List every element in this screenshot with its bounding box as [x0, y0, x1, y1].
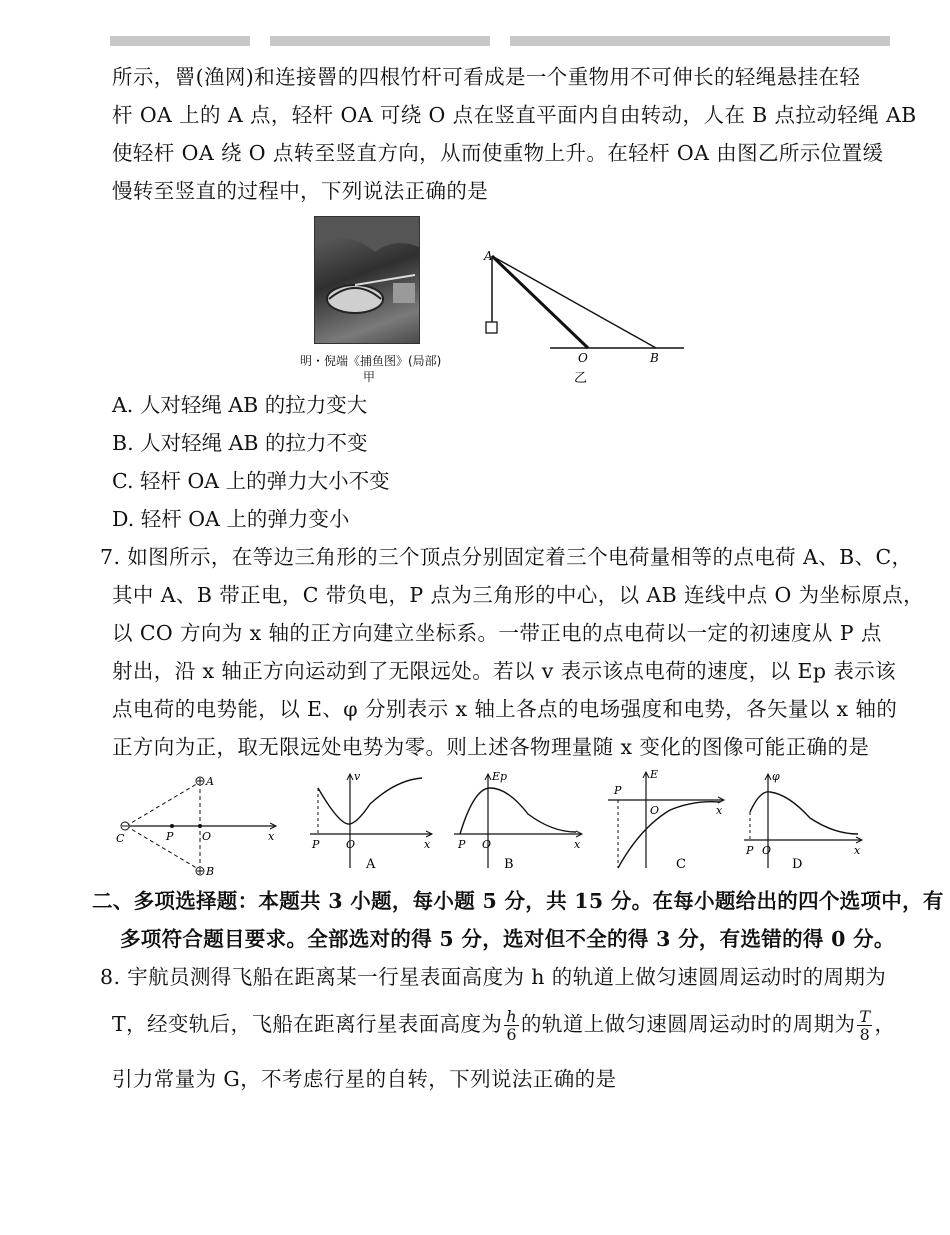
fraction-h-over-6 [504, 1008, 519, 1043]
fraction-numerator: h [506, 1007, 517, 1026]
graph-d-letter: D [792, 857, 803, 872]
q6-line-4: 慢转至竖直的过程中，下列说法正确的是 [112, 179, 489, 203]
graph-d-ylabel: φ [772, 770, 780, 783]
graph-c-ylabel: E [650, 768, 659, 781]
fraction-denominator: 8 [859, 1025, 871, 1044]
q6-line-1: 所示，罾(渔网)和连接罾的四根竹杆可看成是一个重物用不可伸长的轻绳悬挂在轻 [112, 65, 861, 89]
cropped-top-line [110, 30, 900, 48]
q6-line-3: 使轻杆 OA 绕 O 点转至竖直方向，从而使重物上升。在轻杆 OA 由图乙所示位置缓 [112, 141, 884, 165]
graph-d-p: P [746, 844, 754, 857]
weight-box [486, 322, 497, 333]
q6-line-2: 杆 OA 上的 A 点，轻杆 OA 可绕 O 点在竖直平面内自由转动，人在 B 点拉动轻绳 AB [112, 103, 917, 127]
point-O-label: O [578, 351, 588, 365]
q7-line-1: 7. 如图所示，在等边三角形的三个顶点分别固定着三个电荷量相等的点电荷 A、B、C， [100, 545, 913, 569]
q6-option-b: B. 人对轻绳 AB 的拉力不变 [112, 431, 368, 455]
figure-jia-label: 甲 [363, 370, 376, 384]
q7-line-6: 正方向为正，取无限远处电势为零。则上述各物理量随 x 变化的图像可能正确的是 [112, 735, 870, 759]
q8-line-2-part-c: ， [874, 1012, 896, 1036]
q7-line-4: 射出，沿 x 轴正方向运动到了无限远处。若以 v 表示该点电荷的速度，以 Ep 表示该 [112, 659, 897, 683]
q7-graph-c [600, 768, 732, 878]
graph-a-letter: A [366, 857, 376, 872]
point-O [198, 824, 202, 828]
graph-b-letter: B [504, 857, 514, 872]
graph-a-p: P [312, 838, 320, 851]
point-B-label: B [650, 351, 659, 365]
fishing-painting-image [314, 216, 420, 344]
q6-option-a: A. 人对轻绳 AB 的拉力变大 [112, 393, 368, 417]
curve-e [618, 802, 720, 868]
figure-yi-diagram [470, 246, 690, 386]
label-B: B [206, 865, 215, 878]
graph-b-ylabel: Ep [492, 770, 508, 783]
label-C: C [116, 832, 125, 845]
curve-phi [750, 792, 858, 834]
q8-line-2-part-b: 的轨道上做匀速圆周运动时的周期为 [521, 1012, 856, 1036]
figure-yi-label: 乙 [574, 371, 588, 386]
fraction-numerator: T [859, 1007, 871, 1026]
q7-line-3: 以 CO 方向为 x 轴的正方向建立坐标系。一带正电的点电荷以一定的初速度从 P 点 [112, 621, 882, 645]
figure-caption: 明・倪端《捕鱼图》(局部) [300, 354, 442, 368]
q7-line-2: 其中 A、B 带正电，C 带负电，P 点为三角形的中心，以 AB 连线中点 O 为坐标原点， [112, 583, 925, 607]
section-2-line-2: 多项符合题目要求。全部选对的得 5 分，选对但不全的得 3 分，有选错的得 0 分。 [120, 927, 895, 951]
q7-graph-d [738, 768, 868, 878]
label-O: O [202, 830, 212, 843]
graph-b-o: O [482, 838, 492, 851]
graph-a-ylabel: v [354, 770, 361, 783]
label-x: x [268, 830, 275, 843]
section-2-line-1: 二、多项选择题：本题共 3 小题，每小题 5 分，共 15 分。在每小题给出的四个选项中，有 [92, 889, 944, 913]
graph-a-o: O [346, 838, 356, 851]
q6-option-c: C. 轻杆 OA 上的弹力大小不变 [112, 469, 390, 493]
label-P: P [166, 830, 174, 843]
q7-charge-setup [108, 768, 288, 878]
q7-graph-a [300, 768, 440, 878]
q7-graph-b [448, 768, 588, 878]
fraction-denominator: 6 [506, 1025, 517, 1044]
graph-a-xlabel: x [424, 838, 431, 851]
fraction-t-over-8 [857, 1008, 872, 1043]
q8-line-2-part-a: T，经变轨后，飞船在距离行星表面高度为 [112, 1012, 503, 1036]
q8-line-2 [112, 1008, 895, 1043]
graph-c-o: O [650, 804, 660, 817]
point-A-label: A [484, 249, 493, 263]
curve-v [318, 778, 422, 824]
q8-line-1: 8. 宇航员测得飞船在距离某一行星表面高度为 h 的轨道上做匀速圆周运动时的周期为 [100, 965, 887, 989]
q7-line-5: 点电荷的电势能，以 E、φ 分别表示 x 轴上各点的电场强度和电势，各矢量以 x 轴的 [112, 697, 898, 721]
graph-d-o: O [762, 844, 772, 857]
label-A: A [206, 775, 214, 788]
graph-c-letter: C [676, 857, 686, 872]
graph-c-p: P [614, 784, 622, 797]
graph-c-xlabel: x [716, 804, 723, 817]
q8-line-3: 引力常量为 G，不考虑行星的自转，下列说法正确的是 [112, 1067, 617, 1091]
graph-b-p: P [458, 838, 466, 851]
graph-d-xlabel: x [854, 844, 861, 857]
point-P [170, 824, 174, 828]
graph-b-xlabel: x [574, 838, 581, 851]
curve-ep [460, 788, 576, 834]
q6-option-d: D. 轻杆 OA 上的弹力变小 [112, 507, 350, 531]
